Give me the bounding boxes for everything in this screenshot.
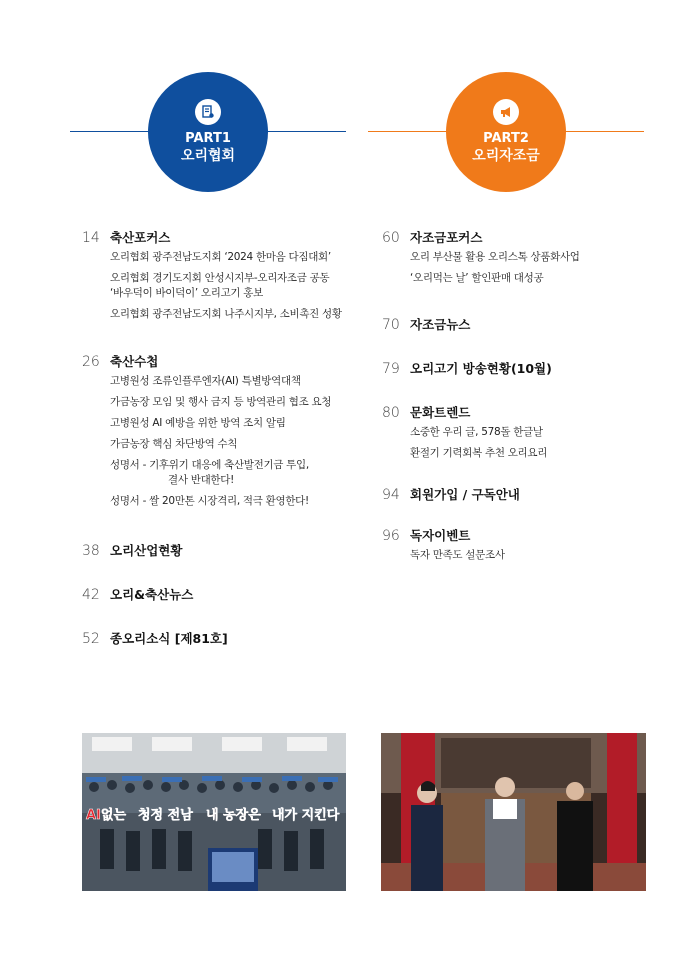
event-group-photo <box>82 733 346 891</box>
toc-item: 소중한 우리 글, 578돌 한글날 <box>410 426 543 438</box>
page-number: 96 <box>382 528 400 544</box>
toc-item: ‘바우덕이 바이덕이’ 오리고기 홍보 <box>110 287 263 299</box>
section-title: 축산포커스 <box>110 230 171 245</box>
page-number: 70 <box>382 317 400 333</box>
toc-item: 성명서 - 기후위기 대응에 축산발전기금 투입, <box>110 459 309 471</box>
toc-item: 고병원성 조류인플루엔자(AI) 특별방역대책 <box>110 375 301 387</box>
page-number: 42 <box>82 587 100 603</box>
section-title: 오리산업현황 <box>110 543 183 558</box>
page-number: 79 <box>382 361 400 377</box>
toc-section-60[interactable] <box>382 228 580 292</box>
section-title: 독자이벤트 <box>410 528 471 543</box>
section-title: 자조금뉴스 <box>410 317 471 332</box>
page-number: 60 <box>382 230 400 246</box>
toc-item: 오리협회 광주전남도지회 ‘2024 한마음 다짐대회’ <box>110 251 331 263</box>
section-title: 자조금포커스 <box>410 230 483 245</box>
toc-item: ‘오리먹는 날’ 할인판매 대성공 <box>410 272 544 284</box>
toc-item: 고병원성 AI 예방을 위한 방역 조치 알림 <box>110 417 286 429</box>
toc-item: 독자 만족도 설문조사 <box>410 549 505 561</box>
section-title: 문화트렌드 <box>410 405 471 420</box>
banner-text: AI없는 <box>86 808 127 823</box>
part2-badge <box>446 72 566 192</box>
toc-section-80[interactable] <box>382 403 547 467</box>
page-number: 80 <box>382 405 400 421</box>
toc-item: 가금농장 모임 및 행사 금지 등 방역관리 협조 요청 <box>110 396 332 408</box>
toc-item: 오리협회 경기도지회 안성시지부-오리자조금 공동 <box>110 272 330 284</box>
section-title: 오리고기 방송현황(10월) <box>410 361 552 376</box>
page-number: 14 <box>82 230 100 246</box>
page-number: 38 <box>82 543 100 559</box>
section-title: 종오리소식 [제81호] <box>110 631 228 646</box>
toc-section-42[interactable] <box>82 585 193 603</box>
part1-badge <box>148 72 268 192</box>
page-number: 26 <box>82 354 100 370</box>
toc-section-26[interactable] <box>82 352 331 515</box>
part2-title: 오리자조금 <box>472 148 540 164</box>
toc-section-38[interactable] <box>82 541 182 559</box>
page-number: 52 <box>82 631 100 647</box>
toc-item: 결사 반대한다! <box>168 474 235 486</box>
section-title: 회원가입 / 구독안내 <box>410 487 520 502</box>
toc-item: 성명서 - 쌀 20만톤 시장격리, 적극 환영한다! <box>110 495 309 507</box>
toc-section-96[interactable] <box>382 526 505 569</box>
restaurant-photo <box>381 733 646 891</box>
section-title: 축산수첩 <box>110 354 159 369</box>
part2-label: PART2 <box>483 131 529 146</box>
toc-section-79[interactable] <box>382 359 552 377</box>
toc-section-14[interactable] <box>82 228 342 328</box>
toc-item: 가금농장 핵심 차단방역 수칙 <box>110 438 238 450</box>
banner-text: 내가 지킨다 <box>272 808 340 823</box>
toc-item: 오리 부산물 활용 오리스톡 상품화사업 <box>410 251 580 263</box>
toc-section-70[interactable] <box>382 315 470 333</box>
toc-section-94[interactable] <box>382 485 520 503</box>
document-icon <box>195 99 221 125</box>
page-number: 94 <box>382 487 400 503</box>
section-title: 오리&축산뉴스 <box>110 587 194 602</box>
toc-section-52[interactable] <box>82 629 228 647</box>
toc-item: 오리협회 광주전남도지회 나주시지부, 소비촉진 성황 <box>110 308 342 320</box>
banner-text: 청정 전남 <box>138 808 193 823</box>
part1-label: PART1 <box>185 131 231 146</box>
toc-item: 환절기 기력회복 추천 오리요리 <box>410 447 548 459</box>
megaphone-icon <box>493 99 519 125</box>
part1-title: 오리협회 <box>180 148 236 164</box>
banner-text: 내 농장은 <box>206 808 261 823</box>
